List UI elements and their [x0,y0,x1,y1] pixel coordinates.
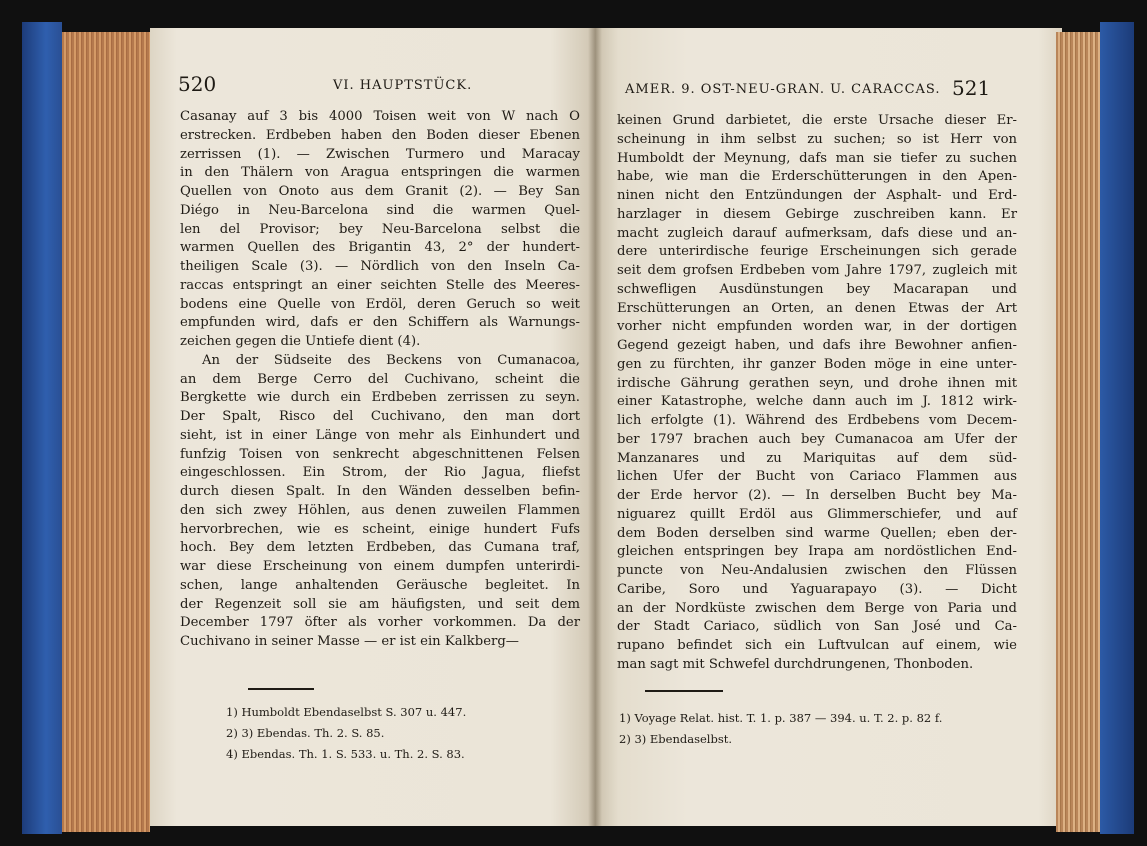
text-line: zeichen gegen die Untiefe dient (4). [180,334,421,349]
page-number: 521 [952,76,991,100]
text-line: lich erfolgte (1). Während des Erdbebens vom Decem- [617,413,1017,428]
text-line: Humboldt der Meynung, dafs man sie tiefer zu suchen [617,150,1017,166]
text-line: Bergkette wie durch ein Erdbeben zerrissen zu seyn. [180,390,580,406]
page-edges-left [62,32,150,832]
text-line: Quellen von Onoto aus dem Granit (2). — Bey San [180,184,580,199]
footnote-rule [645,690,723,692]
footnote-rule [248,688,314,690]
text-line: len del Provisor; bey Neu-Barcelona selbst die [180,221,580,237]
text-line: habe, wie man die Erderschütterungen in den Apen- [617,169,1017,185]
text-line: zerrissen (1). — Zwischen Turmero und Maracay [180,146,580,162]
text-line: sieht, ist in einer Länge von mehr als Einhundert und [180,427,580,443]
left-body-text [180,108,580,652]
right-body-text [617,112,1017,675]
text-line: der Erde hervor (2). — In derselben Bucht bey Ma- [617,488,1017,503]
text-line: war diese Erscheinung von einem dumpfen unterirdi- [180,559,580,574]
footnote: 1) Humboldt Ebendaselbst S. 307 u. 447. [226,705,467,719]
text-line: scheinung in ihm selbst zu suchen; so ist Herr von [617,131,1017,147]
text-line: raccas entspringt an einer seichten Stelle des Meeres- [180,277,580,293]
open-book [22,22,1134,834]
text-line: empfunden wird, dafs er den Schiffern als Warnungs- [180,315,580,331]
running-head: AMER. 9. OST-NEU-GRAN. U. CARACCAS. [625,82,941,97]
text-line: Caribe, Soro und Yaguarapayo (3). — Dicht [617,581,1017,597]
text-line: den sich zwey Höhlen, aus denen zuweilen Flammen [180,502,580,518]
text-line: erstrecken. Erdbeben haben den Boden dieser Ebenen [180,127,580,143]
text-line: dem Boden derselben sind warme Quellen; eben der- [617,525,1017,541]
text-line: durch diesen Spalt. In den Wänden desselben befin- [180,484,580,499]
text-line: dere unterirdische feurige Erscheinungen sich gerade [617,244,1017,260]
book-cover-left [22,22,62,834]
footnote: 2) 3) Ebendas. Th. 2. S. 85. [226,726,385,740]
text-line: hoch. Bey dem letzten Erdbeben, das Cumana traf, [180,540,580,556]
text-line: bodens eine Quelle von Erdöl, deren Geruch so weit [180,296,580,312]
text-line: funfzig Toisen von senkrecht abgeschnittenen Felsen [180,446,580,462]
footnote: 4) Ebendas. Th. 1. S. 533. u. Th. 2. S. 83. [226,747,465,761]
text-line: gen zu fürchten, ihr ganzer Boden möge in eine unter- [617,356,1017,372]
text-line: macht zugleich darauf aufmerksam, dafs diese und an- [617,225,1017,241]
text-line: in den Thälern von Aragua entspringen die warmen [180,165,580,181]
text-line: warmen Quellen des Brigantin 43, 2° der hundert- [180,240,580,256]
book-cover-right [1100,22,1134,834]
text-line: December 1797 öfter als vorher vorkommen. Da der [180,615,580,631]
left-page [150,28,595,826]
text-line: Der Spalt, Risco del Cuchivano, den man dort [180,409,580,424]
text-line: An der Südseite des Beckens von Cumanacoa, [202,352,580,368]
running-head: VI. HAUPTSTÜCK. [333,78,473,93]
right-page [595,28,1062,826]
footnote: 1) Voyage Relat. hist. T. 1. p. 387 — 394. u. T. 2. p. 82 f. [619,711,943,725]
text-line: schwefligen Ausdünstungen bey Macarapan und [617,281,1017,297]
text-line: seit dem grofsen Erdbeben vom Jahre 1797, zugleich mit [617,263,1017,278]
text-line: Manzanares und zu Mariquitas auf dem süd- [617,450,1017,466]
text-line: an dem Berge Cerro del Cuchivano, scheint die [180,371,580,387]
text-line: vorher nicht empfunden worden war, in der dortigen [617,319,1017,335]
page-number: 520 [178,72,217,96]
text-line: puncte von Neu-Andalusien zwischen den Flüssen [617,563,1017,578]
text-line: man sagt mit Schwefel durchdrungenen, Thonboden. [617,656,974,672]
footnote: 2) 3) Ebendaselbst. [619,732,733,746]
text-line: irdische Gährung gerathen seyn, und drohe ihnen mit [617,375,1017,391]
text-line: theiligen Scale (3). — Nördlich von den Inseln Ca- [180,259,580,274]
text-line: Gegend gezeigt haben, und dafs ihre Bewohner anfien- [617,338,1017,353]
text-line: niguarez quillt Erdöl aus Glimmerschiefer, und auf [617,506,1017,522]
text-line: keinen Grund darbietet, die erste Ursache dieser Er- [617,113,1017,128]
text-line: harzlager in diesem Gebirge zuschreiben kann. Er [617,206,1017,222]
text-line: hervorbrechen, wie es scheint, einige hundert Fufs [180,521,580,537]
text-line: lichen Ufer der Bucht von Cariaco Flammen aus [617,469,1017,485]
left-footnotes [226,702,466,765]
text-line: ber 1797 brachen auch bey Cumanacoa am Ufer der [617,431,1017,447]
text-line: schen, lange anhaltenden Geräusche begleitet. In [180,577,580,593]
text-line: einer Katastrophe, welche dann auch im J. 1812 wirk- [617,394,1017,410]
text-line: der Stadt Cariaco, südlich von San José und Ca- [617,619,1017,635]
text-line: Casanay auf 3 bis 4000 Toisen weit von W nach O [180,109,580,124]
text-line: eingeschlossen. Ein Strom, der Rio Jagua, fliefst [180,465,580,481]
text-line: Cuchivano in seiner Masse — er ist ein Kalkberg— [180,634,519,649]
text-line: Diégo in Neu-Barcelona sind die warmen Quel- [180,202,580,218]
book-gutter [588,28,602,826]
right-footnotes [619,708,942,750]
text-line: ninen nicht den Entzündungen der Asphalt- und Erd- [617,188,1017,203]
text-line: rupano befindet sich ein Luftvulcan auf einem, wie [617,638,1017,653]
text-line: gleichen entspringen bey Irapa am nordöstlichen End- [617,544,1017,560]
text-line: der Regenzeit soll sie am häufigsten, und seit dem [180,596,580,612]
text-line: Erschütterungen an Orten, an denen Etwas der Art [617,300,1017,316]
text-line: an der Nordküste zwischen dem Berge von Paria und [617,600,1017,616]
page-edges-right [1056,32,1100,832]
